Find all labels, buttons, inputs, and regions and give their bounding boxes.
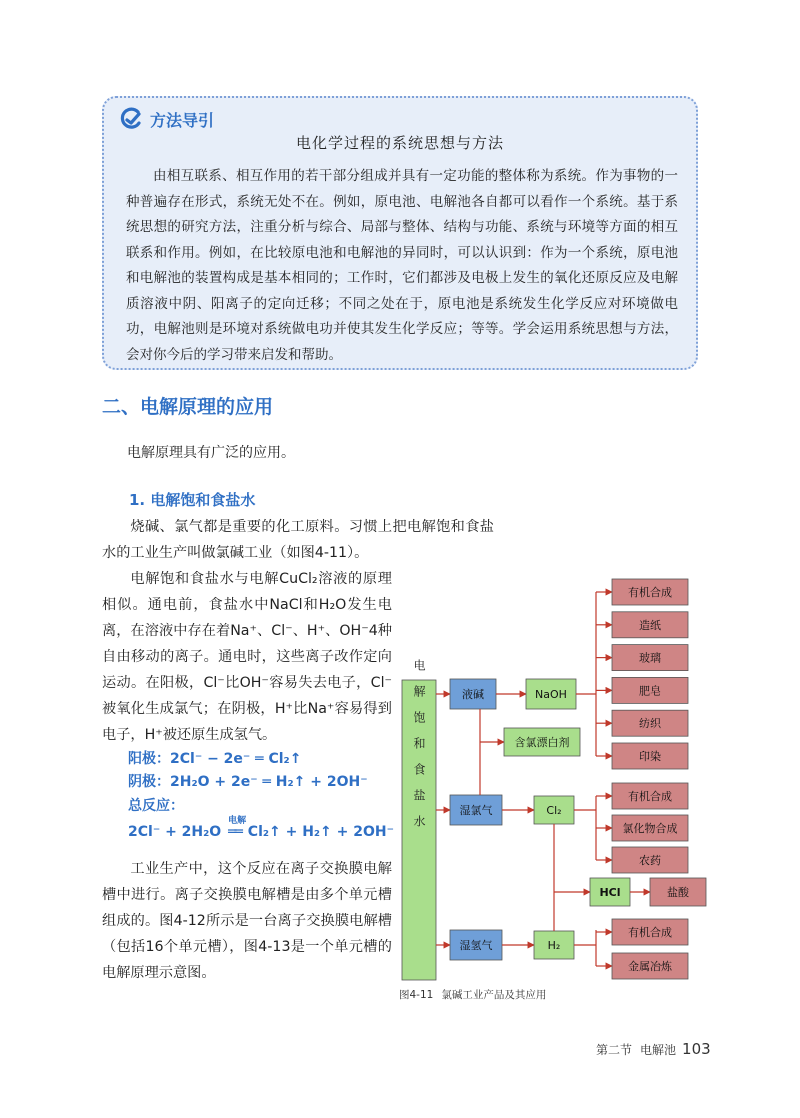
cl2-product-label: 氯化物合成 [622,822,678,835]
section-intro: 电解原理具有广泛的应用。 [127,445,295,461]
naoh-product-label: 有机合成 [628,586,672,599]
figure-caption-number: 图4-11 [399,989,434,1001]
chlor-alkali-diagram [392,570,710,1010]
h2-product-label: 金属冶炼 [628,960,672,973]
page-number: 103 [682,1040,711,1058]
method-guide-header [118,106,214,132]
paragraph-ion-exchange: 工业生产中，这个反应在离子交换膜电解槽中进行。离子交换膜电解槽是由多个单元槽组成的。图4-12所示是一台离子交换膜电解槽（包括16个单元槽），图4-13是一个单元槽的电解原理示意图。 [102,861,392,981]
cl2-product-label: 有机合成 [628,790,672,803]
equation-total-left: 2Cl⁻ + 2H₂O [128,824,222,840]
source-label: 电解饱和食盐水 [412,659,426,841]
equation-total-condition: 电解 [228,816,247,826]
naoh-product-label: 印染 [639,750,661,763]
footer-section: 第二节 [596,1043,633,1057]
box-wet-hydrogen-label: 湿氢气 [459,939,493,952]
method-guide-title: 电化学过程的系统思想与方法 [295,134,504,152]
h2-product-label: 有机合成 [628,926,672,939]
method-guide-body: 由相互联系、相互作用的若干部分组成并具有一定功能的整体称为系统。作为事物的一种普遍存在形式，系统无处不在。例如，原电池、电解池各自都可以看作一个系统。基于系统思想的研究方法，注重分析与综合、局部与整体、结构与功能、系统与环境等方面的相互联系和作用。例如，在比较原电池和电解池的异同时，可以认识到：作为一个系统，原电池和电解池的装置构成是基本相同的；工作时，它们都涉及电极上发生的氧化还原反应及电解质溶液中阴、阳离子的定向迁移；不同之处在于，原电池是系统发生化学反应对环境做电功，电解池则是环境对系统做电功并使其发生化学反应；等等。学会运用系统思想与方法，会对你今后的学习带来启发和帮助。 [126,168,678,363]
naoh-product-label: 肥皂 [639,684,661,698]
equation-total-right: Cl₂↑ + H₂↑ + 2OH⁻ [247,824,395,840]
page-footer [596,1040,711,1058]
equation-total-arrow: 电解 ══ [228,824,241,840]
box-hcl-label: HCl [599,886,621,899]
box-h2-label: H₂ [547,939,561,952]
box-naoh-label: NaOH [535,688,567,701]
equation-total-label: 总反应： [128,798,184,814]
box-hydrochloric-acid-label: 盐酸 [667,886,689,899]
figure-caption-text: 氯碱工业产品及其应用 [441,989,547,1001]
cl2-product-label: 农药 [639,854,661,867]
naoh-product-label: 玻璃 [639,651,661,665]
naoh-product-label: 造纸 [639,618,661,632]
footer-chapter: 电解池 [640,1043,677,1057]
section-title: 二、电解原理的应用 [102,396,274,418]
equation-anode: 阳极：2Cl⁻ − 2e⁻ ═ Cl₂↑ [128,751,302,767]
equation-total [128,816,395,840]
method-guide-box [102,96,698,370]
paragraph-electrolysis-principle: 电解饱和食盐水与电解CuCl₂溶液的原理相似。通电前，食盐水中NaCl和H₂O发生电离，在溶液中存在着Na⁺、Cl⁻、H⁺、OH⁻4种自由移动的离子。通电时，这些离子改作定向运动。在阳极，Cl⁻比OH⁻容易失去电子，Cl⁻被氧化生成氯气；在阴极，H⁺比Na⁺容易得到电子，H⁺被还原生成氢气。 [102,571,392,743]
naoh-product-label: 纺织 [639,717,661,731]
subsection-title: 1. 电解饱和食盐水 [129,491,256,509]
box-wet-chlorine-label: 湿氯气 [459,804,493,817]
box-cl2-label: Cl₂ [546,804,562,817]
box-bleach-label: 含氯漂白剂 [514,736,570,749]
box-wet-alkali-label: 液碱 [462,688,484,701]
figure-caption [399,987,546,1002]
equation-cathode: 阴极：2H₂O + 2e⁻ ═ H₂↑ + 2OH⁻ [128,774,368,790]
method-guide-icon [118,106,144,132]
method-guide-label: 方法导引 [150,110,215,130]
paragraph-chlor-alkali: 烧碱、氯气都是重要的化工原料。习惯上把电解饱和食盐水的工业生产叫做氯碱工业（如图4-11）。 [102,519,494,561]
